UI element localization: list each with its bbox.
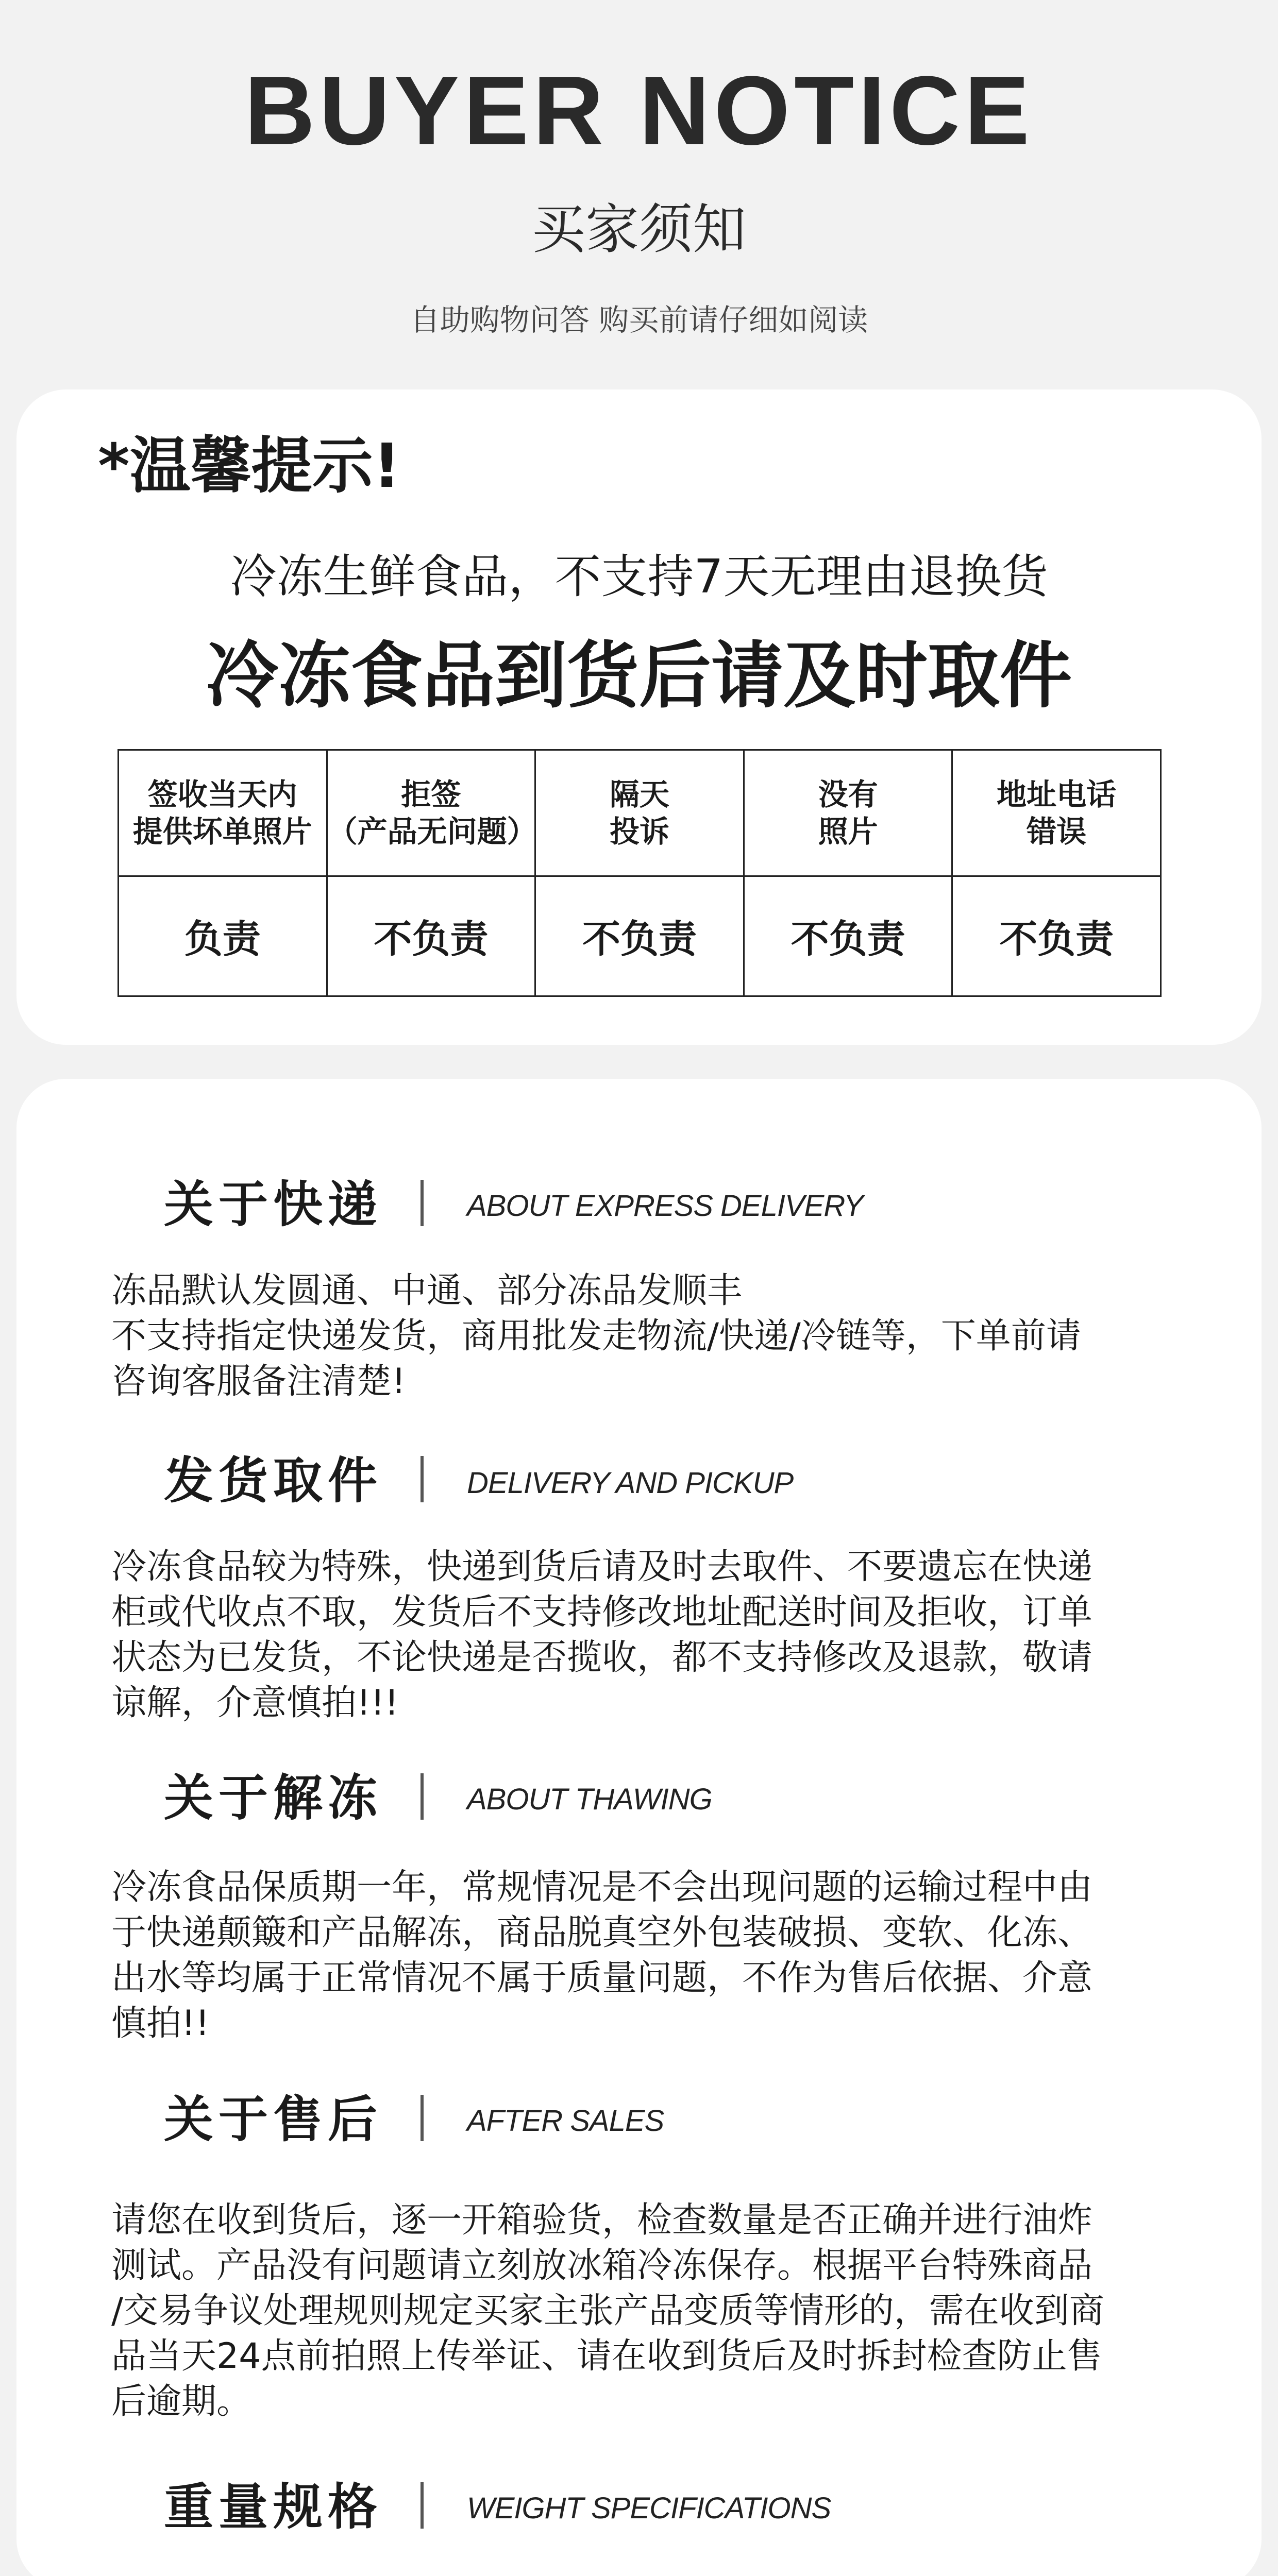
table-header-cell — [119, 750, 327, 876]
table-value-cell: 不负责 — [744, 876, 952, 996]
table-header-row — [119, 750, 1161, 876]
table-value-cell: 不负责 — [535, 876, 744, 996]
body-line: 不支持指定快递发货，商用批发走物流/快递/冷链等，下单前请 — [111, 1316, 1081, 1357]
section-body — [111, 2198, 1183, 2425]
body-line: 品当天24点前拍照上传举证、请在收到货后及时拆封检查防止售 — [111, 2336, 1102, 2377]
section-divider — [421, 2482, 424, 2529]
section-body — [111, 1545, 1183, 1726]
notice-pickup-reminder: 冷冻食品到货后请及时取件 — [206, 634, 1072, 718]
section-title: 重量规格 — [164, 2478, 382, 2536]
body-line: 出水等均属于正常情况不属于质量问题，不作为售后依据、介意 — [111, 1958, 1093, 1998]
body-line: 慎拍!! — [111, 2003, 210, 2044]
section-divider — [421, 1773, 424, 1820]
header-line: 地址电话 — [997, 776, 1117, 812]
body-line: 冷冻食品较为特殊，快递到货后请及时去取件、不要遗忘在快递 — [111, 1547, 1093, 1587]
body-line: 测试。产品没有问题请立刻放冰箱冷冻保存。根据平台特殊商品 — [111, 2245, 1093, 2286]
table-header-cell — [535, 750, 744, 876]
table-header-cell — [327, 750, 535, 876]
responsibility-table — [117, 749, 1162, 997]
body-line: 后逾期。 — [111, 2381, 252, 2422]
body-line: 柜或代收点不取，发货后不支持修改地址配送时间及拒收，订单 — [111, 1592, 1093, 1633]
table-header-cell — [744, 750, 952, 876]
header — [0, 0, 1278, 392]
section-subtitle: ABOUT THAWING — [467, 1783, 712, 1816]
table-value-cell: 负责 — [119, 876, 327, 996]
body-line: 请您在收到货后，逐一开箱验货，检查数量是否正确并进行油炸 — [111, 2200, 1093, 2241]
header-line: （产品无问题） — [327, 814, 537, 849]
section-title: 关于解冻 — [164, 1769, 382, 1827]
section-subtitle: ABOUT EXPRESS DELIVERY — [467, 1189, 863, 1223]
table-value-row — [119, 876, 1161, 996]
header-line: 没有 — [818, 776, 878, 812]
section-title: 发货取件 — [164, 1452, 382, 1510]
header-line: 提供坏单照片 — [132, 814, 312, 849]
body-line: 冻品默认发圆通、中通、部分冻品发顺丰 — [111, 1270, 743, 1311]
body-line: /交易争议处理规则规定买家主张产品变质等情形的，需在收到商 — [111, 2291, 1104, 2331]
section-subtitle: AFTER SALES — [467, 2104, 664, 2138]
section-subtitle: WEIGHT SPECIFICATIONS — [467, 2492, 831, 2525]
page-caption: 自助购物问答 购买前请仔细如阅读 — [410, 302, 868, 337]
body-line: 谅解，介意慎拍!!! — [111, 1683, 399, 1723]
section-title: 关于售后 — [164, 2091, 382, 2148]
body-line: 于快递颠簸和产品解冻，商品脱真空外包装破损、变软、化冻、 — [111, 1912, 1093, 1953]
section-divider — [421, 1456, 424, 1502]
section-title: 关于快递 — [164, 1176, 382, 1233]
page-title: BUYER NOTICE — [244, 56, 1034, 165]
header-line: 投诉 — [609, 814, 669, 849]
header-line: 隔天 — [609, 776, 669, 812]
body-line: 状态为已发货，不论快递是否揽收，都不支持修改及退款，敬请 — [111, 1637, 1093, 1678]
section-divider — [421, 1180, 424, 1226]
header-line: 错误 — [1027, 814, 1087, 849]
section-body — [111, 1865, 1183, 2046]
page-subtitle: 买家须知 — [531, 198, 746, 261]
section-body — [111, 1268, 1183, 1404]
table-value-cell: 不负责 — [952, 876, 1161, 996]
header-line: 照片 — [818, 814, 878, 849]
header-line: 拒签 — [401, 776, 461, 812]
section-divider — [421, 2095, 424, 2141]
body-line: 咨询客服备注清楚! — [111, 1361, 406, 1402]
notice-return-policy: 冷冻生鲜食品，不支持7天无理由退换货 — [230, 550, 1048, 604]
table-value-cell: 不负责 — [327, 876, 535, 996]
header-line: 签收当天内 — [147, 776, 297, 812]
table-header-cell — [952, 750, 1161, 876]
notice-heading: *温馨提示! — [98, 430, 401, 501]
body-line: 冷冻食品保质期一年，常规情况是不会出现问题的运输过程中由 — [111, 1867, 1093, 1908]
section-subtitle: DELIVERY AND PICKUP — [467, 1466, 794, 1500]
